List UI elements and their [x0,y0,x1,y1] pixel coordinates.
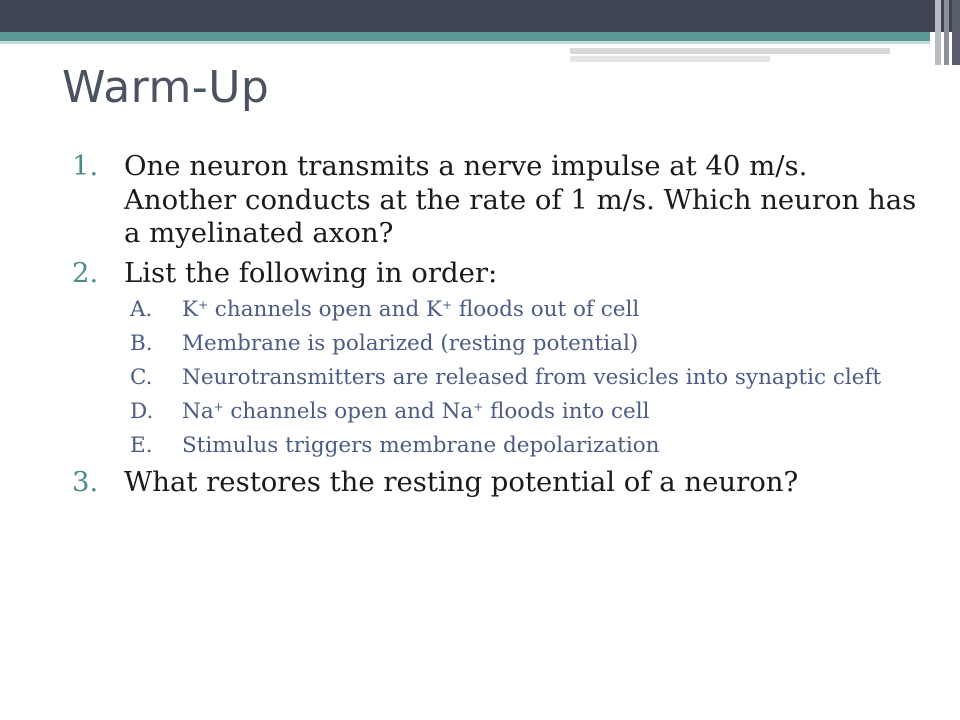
ordering-list [72,296,922,460]
decorative-line-short [570,56,770,62]
item-letter: D. [130,399,154,424]
list-item [130,432,922,460]
slide-body [72,150,922,505]
accent-strip [0,32,930,41]
item-letter: E. [130,432,153,458]
list-item [130,364,922,392]
question-text: List the following in order: [124,256,498,289]
item-text: Stimulus triggers membrane depolarization [182,432,660,458]
question-number: 3. [72,465,99,498]
question-3 [72,466,922,500]
slide-title: Warm-Up [62,62,270,113]
question-number: 2. [72,256,99,289]
list-item [130,398,922,426]
item-letter: A. [130,297,153,323]
item-text: K+ channels open and K+ floods out of cell [182,297,640,323]
question-2 [72,257,922,291]
decorative-bar [935,0,941,65]
list-item [130,296,922,324]
header-band [0,0,960,32]
decorative-bars [930,0,960,65]
question-text: One neuron transmits a nerve impulse at 40 m/s. Another conducts at the rate of 1 m/s. Which neuron has a myelinated axon? [124,150,917,250]
list-item [130,330,922,358]
question-1 [72,150,922,251]
decorative-bar [952,0,960,65]
question-number: 1. [72,150,99,182]
accent-strip-thin [0,41,930,44]
question-text: What restores the resting potential of a neuron? [124,465,799,498]
item-text: Na+ channels open and Na+ floods into cell [182,399,650,424]
decorative-bar [944,0,949,65]
item-letter: C. [130,365,153,391]
decorative-line [570,48,890,54]
item-letter: B. [130,331,153,357]
item-text: Neurotransmitters are released from vesicles into synaptic cleft [182,365,882,391]
item-text: Membrane is polarized (resting potential) [182,331,639,357]
